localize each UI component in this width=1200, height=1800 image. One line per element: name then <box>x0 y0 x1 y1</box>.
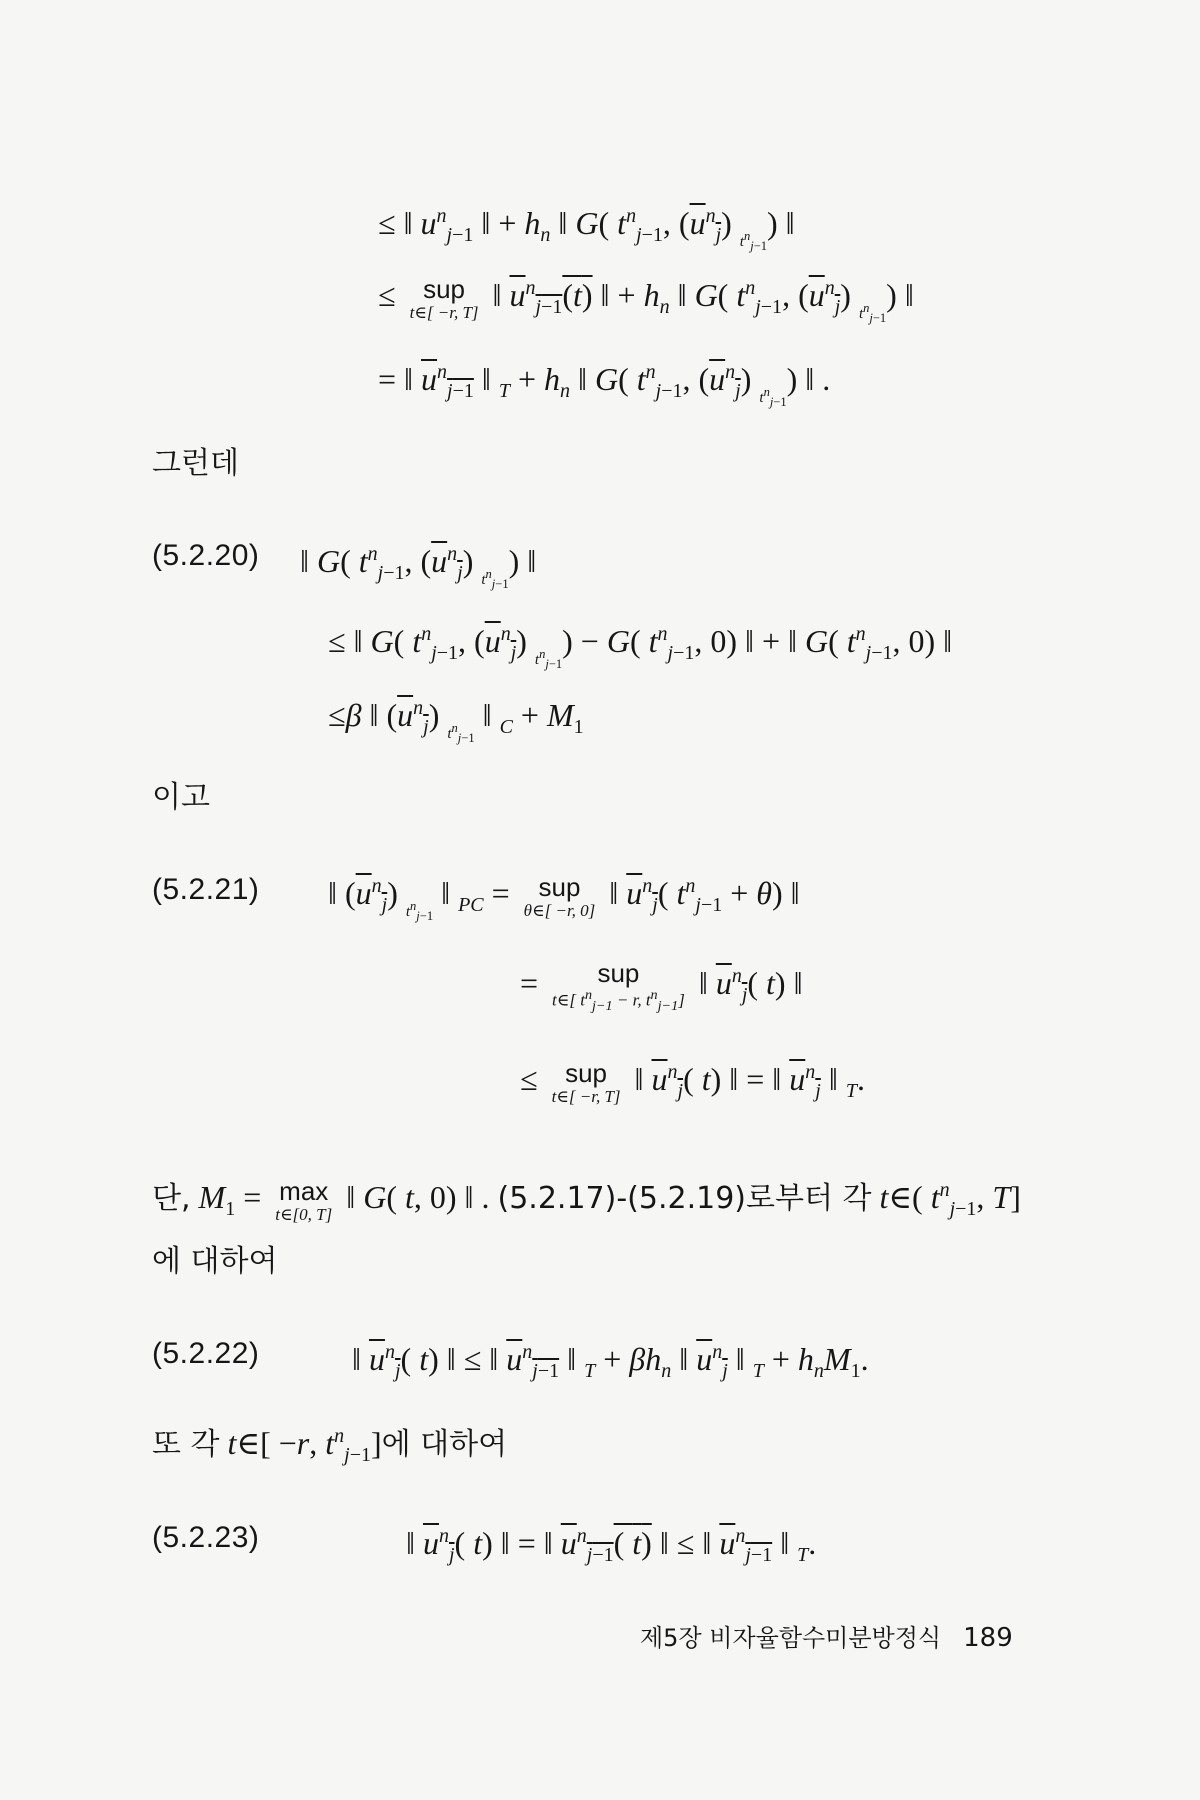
equation-5-2-20-line-1: ‖ G( $tn_{j-1}$, $(un_j)$ $_{t^n_{j-1}}$) ‖ <box>300 543 537 591</box>
equation-number-5-2-23: (5.2.23) <box>152 1521 260 1554</box>
page-number: 189 <box>963 1623 1013 1653</box>
equation-5-2-23: ‖ $un_j$( t) ‖ = ‖ $un_{j-1}$( t) ‖ ≤ ‖ $un_{j-1}$ ‖ $_T$. <box>406 1525 817 1566</box>
sup-operator: sup t∈[ $t^n_{j-1} - r$, $t^n_{j-1}$] <box>552 958 685 1015</box>
equation-number-5-2-21: (5.2.21) <box>152 873 260 906</box>
equation-number-5-2-22: (5.2.22) <box>152 1337 260 1370</box>
inequality-line-1: ≤ ‖ $un_{j-1}$ ‖ + $h_n$ ‖ G( $tn_{j-1}$, $(un_j)$ $_{t^n_{j-1}}$) ‖ <box>378 205 795 253</box>
max-operator: max t∈[0, T] <box>275 1176 333 1225</box>
equation-number-5-2-20: (5.2.20) <box>152 539 260 572</box>
equation-5-2-22: ‖ $un_j$( t) ‖ ≤ ‖ $un_{j-1}$ ‖ $_T + \beta h_n$ ‖ $un_j$ ‖ $_T + h_nM_1$. <box>352 1341 869 1382</box>
equation-5-2-20-line-2: ≤ ‖ G( $tn_{j-1}$, $(un_j) _{t^n_{j-1}}) - G$( $tn_{j-1}$, 0) ‖ + ‖ G( $tn_{j-1}$, 0) ‖ <box>328 623 953 671</box>
text-for: 에 대하여 <box>152 1244 278 1279</box>
equation-5-2-21-line-2: = sup t∈[ $t^n_{j-1} - r$, $t^n_{j-1}$] ‖ $un_j$( t) ‖ <box>520 958 803 1015</box>
text-and: 이고 <box>152 780 210 815</box>
equation-5-2-20-line-3: ≤β ‖ $(un_j)$ $_{t^n_{j-1}}$ ‖ $_C + M_1$ <box>328 697 584 745</box>
equation-5-2-21-line-3: ≤ sup t∈[ −r, T] ‖ $un_j$( t) ‖ = ‖ $un_j$ ‖ $_T$. <box>520 1058 865 1107</box>
condition-line: 또 각 t∈[ −r, $tn_{j-1}$]에 대하여 <box>152 1425 508 1466</box>
definition-line: 단, $M_1$ = max t∈[0, T] ‖ G( t, 0) ‖ . (5.2.17)-(5.2.19)로부터 각 t∈( $tn_{j-1}$, T] <box>152 1176 1021 1225</box>
chapter-header: 제5장 비자율함수미분방정식 <box>640 1624 942 1652</box>
inequality-line-3: = ‖ $un_{j-1}$ ‖ $_T + h_n$ ‖ G( $tn_{j-1}$, $(un_j)$ $_{t^n_{j-1}}$) ‖ . <box>378 361 831 409</box>
inequality-line-2: ≤ sup t∈[ −r, T] ‖ $un_{j-1}(t)$ ‖ + $h_n$ ‖ G( $tn_{j-1}$, $(un_j)$ $_{t^n_{j-1}}$) ‖ <box>378 274 914 325</box>
sup-operator: sup θ∈[ −r, 0] <box>523 872 596 921</box>
sup-operator: sup t∈[ −r, T] <box>551 1058 621 1107</box>
equation-5-2-21-line-1: ‖ $(un_j)$ $_{t^n_{j-1}}$ ‖ $_{PC}$ = sup θ∈[ −r, 0] ‖ $un_j$( $tn_{j-1} + \theta$) ‖ <box>328 872 800 923</box>
sup-operator: sup t∈[ −r, T] <box>409 274 479 323</box>
text-however: 그런데 <box>152 446 239 481</box>
page-footer <box>640 1618 1013 1653</box>
